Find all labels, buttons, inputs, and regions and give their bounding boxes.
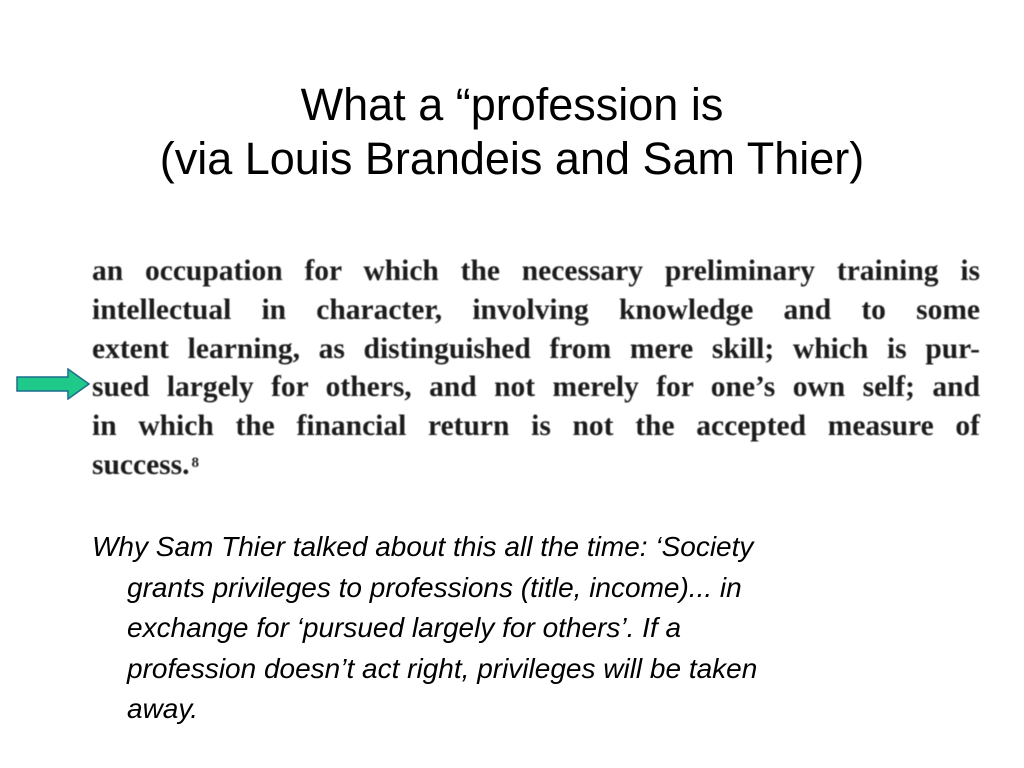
- quote-line-1: an occupation for which the necessary preliminary training is: [92, 255, 980, 287]
- commentary-bullet: [92, 527, 922, 730]
- quote-line-3: extent learning, as distinguished from mere skill; which is pur-: [92, 332, 980, 365]
- body-line-5: away.: [127, 693, 199, 724]
- title-line-2: (via Louis Brandeis and Sam Thier): [159, 133, 865, 184]
- quote-line-6: [92, 446, 980, 485]
- footnote-marker: 8: [191, 454, 200, 471]
- quote-line-4: sued largely for others, and not merely for one’s own self; and: [92, 371, 980, 404]
- right-arrow-icon: [16, 368, 90, 400]
- body-line-2: grants privileges to professions (title, income)... in: [127, 571, 742, 603]
- body-line-4: profession doesn’t act right, privileges will be taken: [127, 652, 758, 684]
- quote-line-2: intellectual in character, involving knowledge and to some: [92, 293, 980, 326]
- quote-line-5: in which the financial return is not the accepted measure of: [92, 410, 980, 443]
- arrow-shape: [17, 369, 89, 399]
- body-line-1: Why Sam Thier talked about this all the time: ‘Society: [92, 531, 754, 562]
- title-line-1: What a “profession is: [300, 79, 724, 130]
- slide-title: [0, 78, 1024, 186]
- quote-last-word: success.: [92, 448, 190, 481]
- body-line-3: exchange for ‘pursued largely for others’. If a: [127, 612, 682, 643]
- quoted-definition: [92, 252, 980, 485]
